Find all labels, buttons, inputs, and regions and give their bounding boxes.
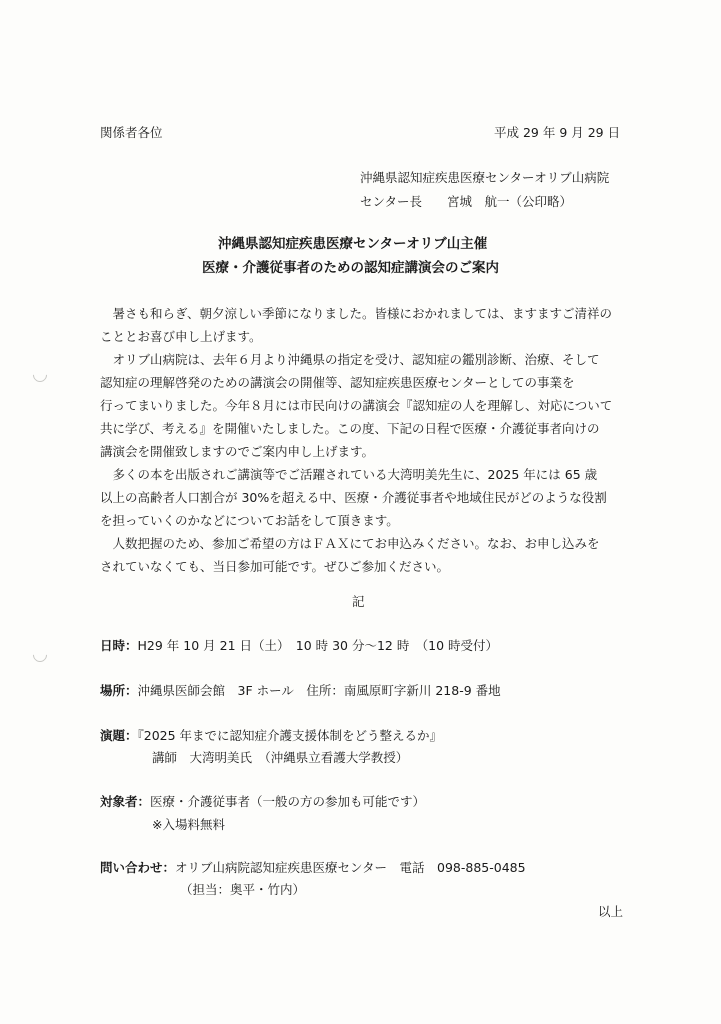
body-line: 行ってまいりました。今年８月には市民向けの講演会『認知症の人を理解し、対応について	[100, 398, 613, 413]
title-line-1: 沖縄県認知症疾患医療センターオリブ山主催	[218, 236, 488, 252]
title-line-2: 医療・介護従事者のための認知症講演会のご案内	[202, 260, 499, 276]
document-date: 平成 29 年 9 月 29 日	[494, 125, 621, 140]
body-line: 共に学び、考える』を開催いたしました。この度、下記の日程で医療・介護従事者向けの	[100, 421, 600, 436]
body-line: 認知症の理解啓発のための講演会の開催等、認知症疾患医療センターとしての事業を	[100, 375, 575, 390]
venue-value: 沖縄県医師会館 3F ホール 住所：南風原町字新川 218-9 番地	[137, 683, 501, 698]
body-line: 多くの本を出版されご講演等でご活躍されている大湾明美先生に、2025 年には 65 歳	[100, 467, 598, 482]
sender-person: センター長 宮城 航一（公印略）	[360, 194, 573, 209]
addressee: 関係者各位	[100, 125, 163, 140]
body-line: 講演会を開催致しますのでご案内申し上げます。	[100, 444, 375, 459]
body-line: オリブ山病院は、去年６月より沖縄県の指定を受け、認知症の鑑別診断、治療、そして	[100, 352, 600, 367]
datetime-value: H29 年 10 月 21 日（土） 10 時 30 分〜12 時 （10 時受付）	[137, 638, 498, 653]
contact-row	[100, 862, 526, 875]
contact-label: 問い合わせ：	[100, 860, 176, 875]
audience-row	[100, 796, 425, 809]
body-line: 暑さも和らぎ、朝夕涼しい季節になりました。皆様におかれましては、ますますご清祥の	[100, 306, 613, 321]
ki-mark: 記	[352, 594, 365, 609]
audience-value: 医療・介護従事者（一般の方の参加も可能です）	[150, 794, 426, 809]
topic-value: 『2025 年までに認知症介護支援体制をどう整えるか』	[137, 728, 443, 743]
body-line: を担っていくのかなどについてお話をして頂きます。	[100, 513, 399, 528]
body-line: 以上の高齢者人口割合が 30%を超える中、医療・介護従事者や地域住民がどのような役割	[100, 490, 607, 505]
venue-row	[100, 685, 501, 698]
closing-mark: 以上	[598, 904, 624, 919]
venue-label: 場所：	[100, 683, 138, 698]
body-line: こととお喜び申し上げます。	[100, 329, 262, 344]
contact-person: （担当：奥平・竹内）	[180, 882, 306, 897]
body-line: 人数把握のため、参加ご希望の方はＦＡＸにてお申込みください。なお、お申し込みを	[100, 536, 600, 551]
body-text	[100, 302, 630, 578]
admission-note: ※入場料無料	[152, 817, 225, 832]
punch-hole-mark	[30, 645, 50, 665]
body-line: されていなくても、当日参加可能です。ぜひご参加ください。	[100, 559, 450, 574]
contact-value: オリブ山病院認知症疾患医療センター 電話 098-885-0485	[175, 860, 526, 875]
punch-hole-mark	[30, 365, 50, 385]
datetime-label: 日時：	[100, 638, 138, 653]
topic-label: 演題：	[100, 728, 138, 743]
datetime-row	[100, 640, 498, 653]
lecturer: 講師 大湾明美氏 （沖縄県立看護大学教授）	[152, 750, 409, 765]
audience-label: 対象者：	[100, 794, 151, 809]
topic-row	[100, 730, 442, 743]
sender-organization: 沖縄県認知症疾患医療センターオリブ山病院	[360, 170, 610, 185]
